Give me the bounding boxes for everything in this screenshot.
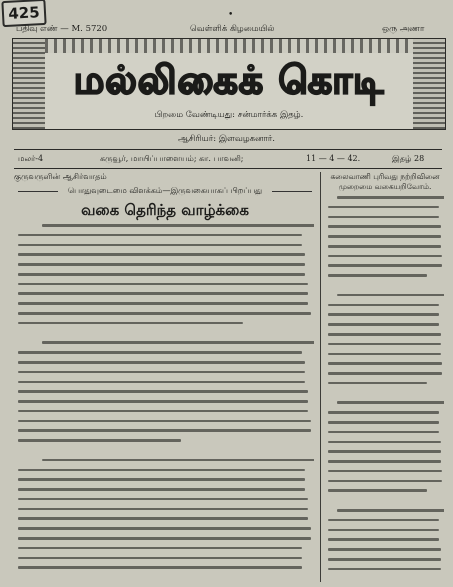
- text-line: [18, 253, 305, 256]
- text-line: [18, 244, 302, 247]
- text-line: [328, 372, 442, 375]
- text-line: [18, 292, 308, 295]
- text-line: [18, 263, 305, 266]
- issue-number: இதழ் 28: [392, 154, 425, 163]
- text-line: [328, 568, 441, 571]
- text-line: [328, 499, 443, 502]
- registration-number: பதிவு எண் — M. 5720: [16, 24, 108, 34]
- text-line: [18, 283, 308, 286]
- text-line: [328, 264, 442, 267]
- text-line: [328, 304, 439, 307]
- text-line: [18, 410, 308, 413]
- right-column-heading: கலைவாணி புரிவது நற்றிவினை முறைமை வகையறிவோம்.: [330, 172, 440, 191]
- text-line: [42, 224, 314, 227]
- right-column-text: [328, 196, 444, 584]
- text-line: [328, 529, 439, 532]
- left-ornament-pillar: [13, 39, 45, 129]
- article-subhead: குருவருளின் ஆசிர்வாதம்: [14, 172, 107, 181]
- vine-ornament: [45, 39, 413, 53]
- top-info-line: [0, 22, 453, 36]
- text-line: [328, 421, 439, 424]
- text-line: [18, 234, 302, 237]
- article-ornament-line: பொதுவுடைமை விளக்கம்—இருவகையாகப் பிறப்பது: [14, 184, 316, 198]
- text-line: [328, 441, 441, 444]
- text-line: [18, 478, 305, 481]
- text-line: [328, 216, 439, 219]
- right-ornament-pillar: [413, 39, 445, 129]
- publication-place: கருவூர், மாயிப்பாளையம்; கா. பாவனி;: [100, 154, 244, 163]
- text-line: [328, 255, 442, 258]
- text-line: [337, 509, 444, 512]
- text-line: [18, 302, 308, 305]
- editor-line: ஆசிரியர்: இளவழகனார்.: [178, 134, 275, 144]
- text-line: [328, 235, 441, 238]
- text-line: [328, 225, 441, 228]
- text-line: [18, 420, 311, 423]
- text-line: [18, 557, 302, 560]
- text-line: [328, 284, 443, 287]
- text-line: [18, 537, 311, 540]
- text-line: [328, 538, 439, 541]
- text-line: [337, 196, 444, 199]
- column-divider: [320, 172, 321, 582]
- text-line: [328, 470, 442, 473]
- text-line: [18, 429, 311, 432]
- text-line: [328, 333, 441, 336]
- masthead-motto: பிறமை வேண்டியது: சன்மார்க்க இதழ்.: [154, 110, 304, 120]
- text-line: [18, 488, 305, 491]
- text-line: [18, 273, 305, 276]
- text-line: [18, 381, 305, 384]
- masthead-title: மல்லிகைக் கொடி: [73, 57, 385, 102]
- text-line: [328, 362, 442, 365]
- masthead-banner: [12, 38, 446, 130]
- text-line: [18, 332, 302, 335]
- issue-info-bar: [14, 149, 442, 169]
- text-line: [328, 245, 441, 248]
- page-number-stamp: 425: [1, 0, 46, 27]
- text-line: [328, 353, 441, 356]
- text-line: [18, 322, 243, 325]
- ornament-dot: •: [228, 10, 234, 20]
- text-line: [18, 517, 308, 520]
- text-line: [18, 449, 302, 452]
- text-line: [328, 480, 442, 483]
- text-line: [328, 489, 427, 492]
- volume-label: மலர்-4: [18, 154, 44, 163]
- text-line: [328, 431, 439, 434]
- text-line: [328, 519, 439, 522]
- text-line: [328, 558, 441, 561]
- article-headline: வகை தெரிந்த வாழ்க்கை: [81, 201, 249, 219]
- text-line: [42, 341, 314, 344]
- text-line: [328, 206, 439, 209]
- text-line: [18, 400, 308, 403]
- text-line: [18, 566, 302, 569]
- text-line: [18, 498, 308, 501]
- text-line: [18, 527, 311, 530]
- issue-date: 11 — 4 — 42.: [306, 154, 361, 163]
- text-line: [328, 548, 441, 551]
- text-line: [337, 401, 444, 404]
- text-line: [18, 390, 308, 393]
- article-body-text: [18, 224, 314, 584]
- text-line: [328, 382, 427, 385]
- text-line: [328, 313, 439, 316]
- text-line: [328, 343, 441, 346]
- text-line: [337, 294, 444, 297]
- text-line: [18, 547, 302, 550]
- text-line: [18, 351, 302, 354]
- text-line: [328, 274, 427, 277]
- text-line: [328, 392, 443, 395]
- text-line: [18, 371, 305, 374]
- text-line: [328, 460, 441, 463]
- text-line: [42, 459, 314, 462]
- text-line: [18, 469, 305, 472]
- text-line: [18, 439, 181, 442]
- text-line: [328, 411, 439, 414]
- text-line: [328, 450, 441, 453]
- text-line: [18, 508, 308, 511]
- price: ஒரு அணா: [382, 24, 425, 34]
- publication-day: வெள்ளிக் கிழமையில்: [190, 24, 275, 34]
- text-line: [18, 361, 305, 364]
- text-line: [18, 312, 311, 315]
- text-line: [328, 323, 439, 326]
